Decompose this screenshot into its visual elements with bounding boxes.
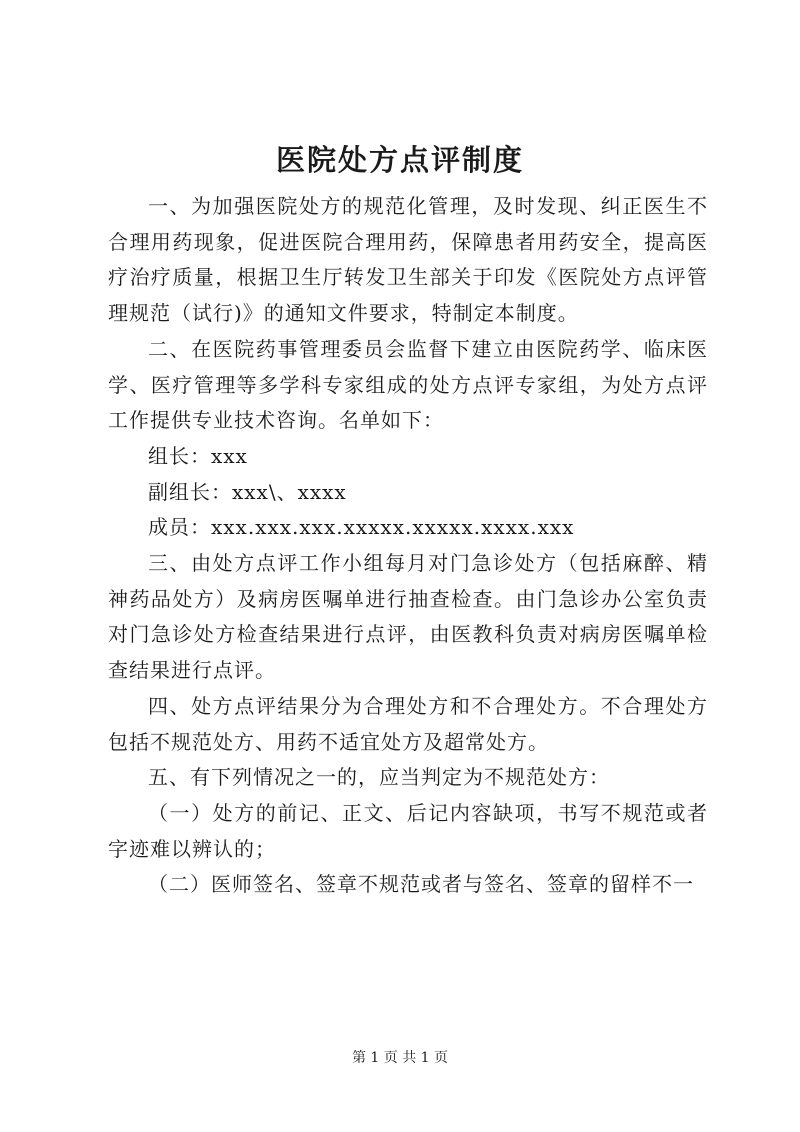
deputy-leader-line: 副组长：xxx\、xxxx — [148, 479, 347, 504]
group-leader-line: 组长：xxx — [148, 443, 248, 468]
paragraph-section-4: 四、处方点评结果分为合理处方和不合理处方。不合理处方包括不规范处方、用药不适宜处方及超常处方。 — [108, 693, 708, 754]
paragraph-section-5: 五、有下列情况之一的，应当判定为不规范处方： — [148, 765, 610, 790]
sub-item-1: （一）处方的前记、正文、后记内容缺项，书写不规范或者字迹难以辨认的； — [108, 800, 708, 861]
document-title: 医院处方点评制度 — [275, 143, 524, 177]
document-body — [108, 189, 708, 903]
paragraph-section-1: 一、为加强医院处方的规范化管理，及时发现、纠正医生不合理用药现象，促进医院合理用药，保障患者用药安全，提高医疗治疗质量，根据卫生厅转发卫生部关于印发《医院处方点评管理规范（试行)》的通知文件要求，特制定本制度。 — [108, 194, 708, 326]
paragraph-section-3: 三、由处方点评工作小组每月对门急诊处方（包括麻醉、精神药品处方）及病房医嘱单进行抽查检查。由门急诊办公室负责对门急诊处方检查结果进行点评，由医教科负责对病房医嘱单检查结果进行点评。 — [108, 551, 708, 683]
paragraph-section-2: 二、在医院药事管理委员会监督下建立由医院药学、临床医学、医疗管理等多学科专家组成的处方点评专家组，为处方点评工作提供专业技术咨询。名单如下： — [108, 336, 708, 433]
page-footer: 第 1 页 共 1 页 — [351, 1050, 449, 1066]
members-line: 成员：xxx.xxx.xxx.xxxxx.xxxxx.xxxx.xxx — [148, 515, 575, 540]
sub-item-2: （二）医师签名、签章不规范或者与签名、签章的留样不一 — [148, 872, 694, 897]
